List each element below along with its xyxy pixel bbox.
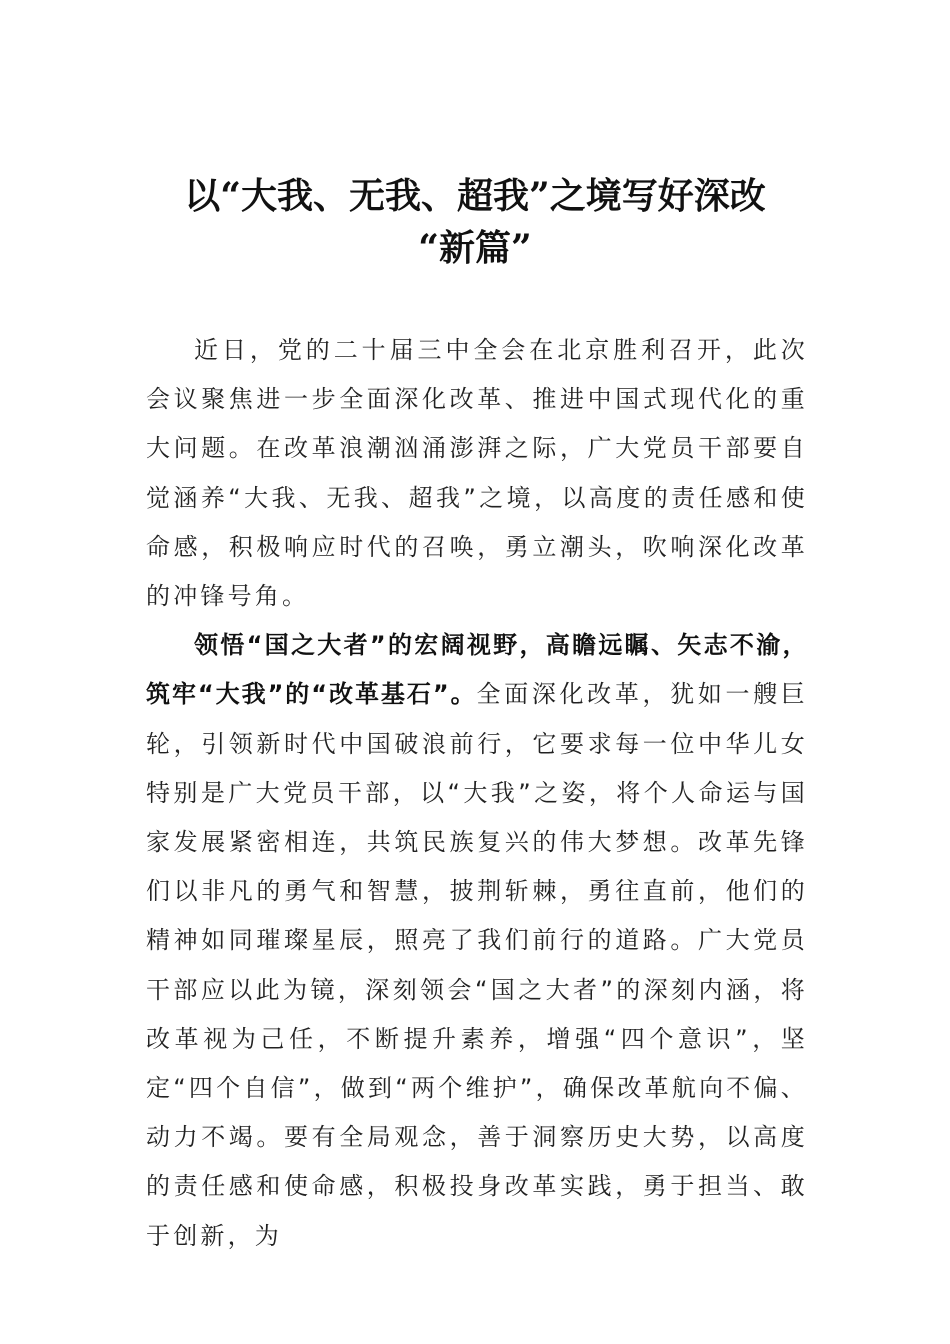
document-body: [146, 326, 808, 1261]
title-line-1: 以“大我、无我、超我”之境写好深改: [184, 175, 766, 217]
paragraph-1: [146, 326, 808, 621]
paragraph-1-text: 近日，党的二十届三中全会在北京胜利召开，此次会议聚焦进一步全面深化改革、推进中国式现代化的重大问题。在改革浪潮汹涌澎湃之际，广大党员干部要自觉涵养“大我、无我、超我”之境，以高度的责任感和使命感，积极响应时代的召唤，勇立潮头，吹响深化改革的冲锋号角。: [146, 336, 808, 611]
paragraph-2: [146, 621, 808, 1261]
title-line-2: “新篇”: [418, 227, 532, 269]
paragraph-2-text: 全面深化改革，犹如一艘巨轮，引领新时代中国破浪前行，它要求每一位中华儿女特别是广大党员干部，以“大我”之姿，将个人命运与国家发展紧密相连，共筑民族复兴的伟大梦想。改革先锋们以非凡的勇气和智慧，披荆斩棘，勇往直前，他们的精神如同璀璨星辰，照亮了我们前行的道路。广大党员干部应以此为镜，深刻领会“国之大者”的深刻内涵，将改革视为己任，不断提升素养，增强“四个意识”，坚定“四个自信”，做到“两个维护”，确保改革航向不偏、动力不竭。要有全局观念，善于洞察历史大势，以高度的责任感和使命感，积极投身改革实践，勇于担当、敢于创新，为: [146, 680, 809, 1250]
paragraph-2-lead: 领悟“国之大者”的宏阔视野，高瞻远瞩、矢志不渝，筑牢“大我”的“改革基石”。: [146, 631, 808, 709]
document-title: [120, 170, 830, 274]
